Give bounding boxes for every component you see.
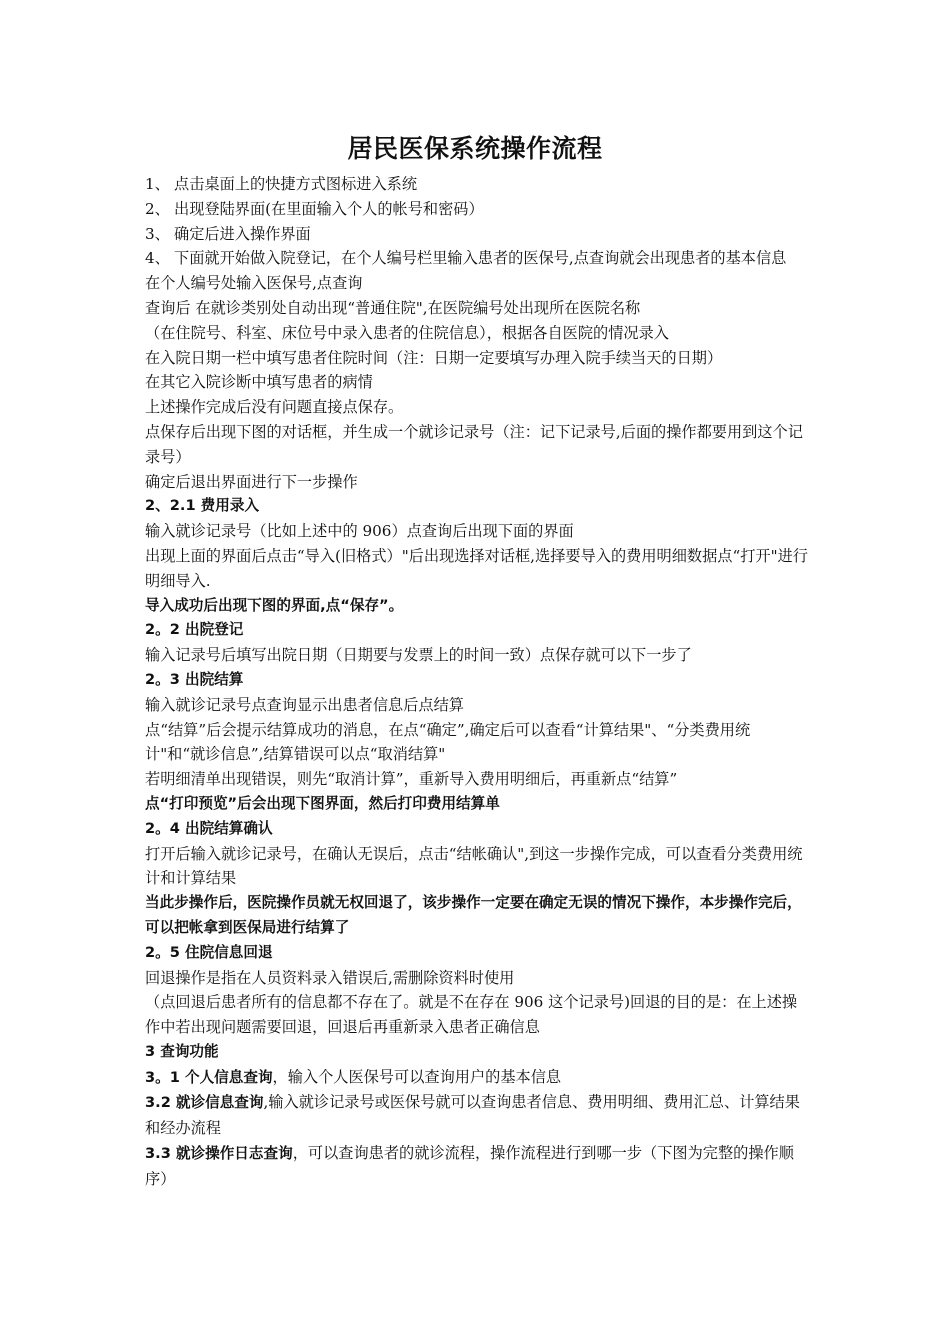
- paragraph: 出现上面的界面后点击“导入(旧格式）"后出现选择对话框,选择要导入的费用明细数据点“打开"进行明细导入.: [145, 546, 808, 590]
- step-item: [145, 197, 810, 222]
- query-item: [145, 1065, 810, 1091]
- section-heading: 2。2 出院登记: [145, 621, 244, 639]
- query-item-title: 3.3 就诊操作日志查询: [145, 1145, 293, 1163]
- step-number: 2、: [145, 199, 170, 218]
- section-heading: 2。5 住院信息回退: [145, 943, 273, 961]
- section-heading: 2。3 出院结算: [145, 670, 244, 688]
- paragraph: （在住院号、科室、床位号中录入患者的住院信息），根据各自医院的情况录入: [145, 323, 669, 342]
- paragraph: 在个人编号处输入医保号,点查询: [145, 274, 363, 293]
- paragraph: 在其它入院诊断中填写患者的病情: [145, 373, 373, 392]
- paragraph: 点“结算”后会提示结算成功的消息，在点“确定”,确定后可以查看“计算结果"、“分类费用统计"和“就诊信息”,结算错误可以点“取消结算": [145, 720, 751, 764]
- query-item-text: ,输入就诊记录号或医保号就可以查询患者信息、费用明细、费用汇总、计算结果和经办流程: [145, 1093, 800, 1138]
- query-item-text: ，输入个人医保号可以查询用户的基本信息: [272, 1067, 562, 1086]
- paragraph: （点回退后患者所有的信息都不存在了。就是不在存在 906 这个记录号)回退的目的是：在上述操作中若出现问题需要回退，回退后再重新录入患者正确信息: [145, 993, 798, 1037]
- document-title: 居民医保系统操作流程: [347, 134, 603, 163]
- step-number: 3、: [145, 224, 170, 243]
- section-heading: 2、2.1 费用录入: [145, 497, 260, 515]
- paragraph: 确定后退出界面进行下一步操作: [145, 472, 358, 491]
- paragraph: 在入院日期一栏中填写患者住院时间（注：日期一定要填写办理入院手续当天的日期）: [145, 348, 723, 367]
- paragraph: 回退操作是指在人员资料录入错误后,需删除资料时使用: [145, 968, 515, 987]
- paragraph: 输入就诊记录号（比如上述中的 906）点查询后出现下面的界面: [145, 522, 574, 541]
- query-item: [145, 1090, 810, 1141]
- paragraph: 查询后 在就诊类别处自动出现“普通住院",在医院编号处出现所在医院名称: [145, 298, 641, 317]
- step-item: [145, 246, 810, 271]
- paragraph: 输入记录号后填写出院日期（日期要与发票上的时间一致）点保存就可以下一步了: [145, 646, 692, 665]
- paragraph: 打开后输入就诊记录号，在确认无误后，点击“结帐确认",到这一步操作完成，可以查看分类费用统计和计算结果: [145, 844, 803, 888]
- query-item-title: 3。1 个人信息查询: [145, 1068, 273, 1086]
- bold-paragraph: 点“打印预览”后会出现下图界面，然后打印费用结算单: [145, 794, 500, 812]
- step-text: 点击桌面上的快捷方式图标进入系统: [174, 175, 417, 193]
- query-item-text: ，可以查询患者的就诊流程，操作流程进行到哪一步（下图为完整的操作顺序）: [145, 1144, 794, 1188]
- paragraph: 若明细清单出现错误，则先“取消计算”，重新导入费用明细后，再重新点“结算”: [145, 770, 678, 789]
- paragraph: 上述操作完成后没有问题直接点保存。: [145, 398, 404, 417]
- step-text: 下面就开始做入院登记，在个人编号栏里输入患者的医保号,点查询就会出现患者的基本信息: [174, 249, 787, 268]
- paragraph: 输入就诊记录号点查询显示出患者信息后点结算: [145, 695, 464, 714]
- bold-paragraph: 导入成功后出现下图的界面,点“保存”。: [145, 596, 404, 614]
- step-text: 出现登陆界面(在里面输入个人的帐号和密码）: [174, 199, 484, 218]
- section-heading: 2。4 出院结算确认: [145, 819, 273, 837]
- step-number: 1、: [145, 175, 170, 193]
- step-item: [145, 172, 810, 197]
- section-heading: 3 查询功能: [145, 1042, 219, 1060]
- bold-paragraph: 当此步操作后，医院操作员就无权回退了，该步操作一定要在确定无误的情况下操作，本步操作完后，可以把帐拿到医保局进行结算了: [145, 894, 802, 936]
- step-item: [145, 222, 810, 247]
- query-item: [145, 1141, 810, 1192]
- step-number: 4、: [145, 249, 170, 268]
- document-body: [145, 172, 810, 1192]
- paragraph: 点保存后出现下图的对话框，并生成一个就诊记录号（注：记下记录号,后面的操作都要用到这个记录号）: [145, 422, 803, 466]
- step-text: 确定后进入操作界面: [174, 224, 311, 243]
- query-item-title: 3.2 就诊信息查询: [145, 1094, 264, 1112]
